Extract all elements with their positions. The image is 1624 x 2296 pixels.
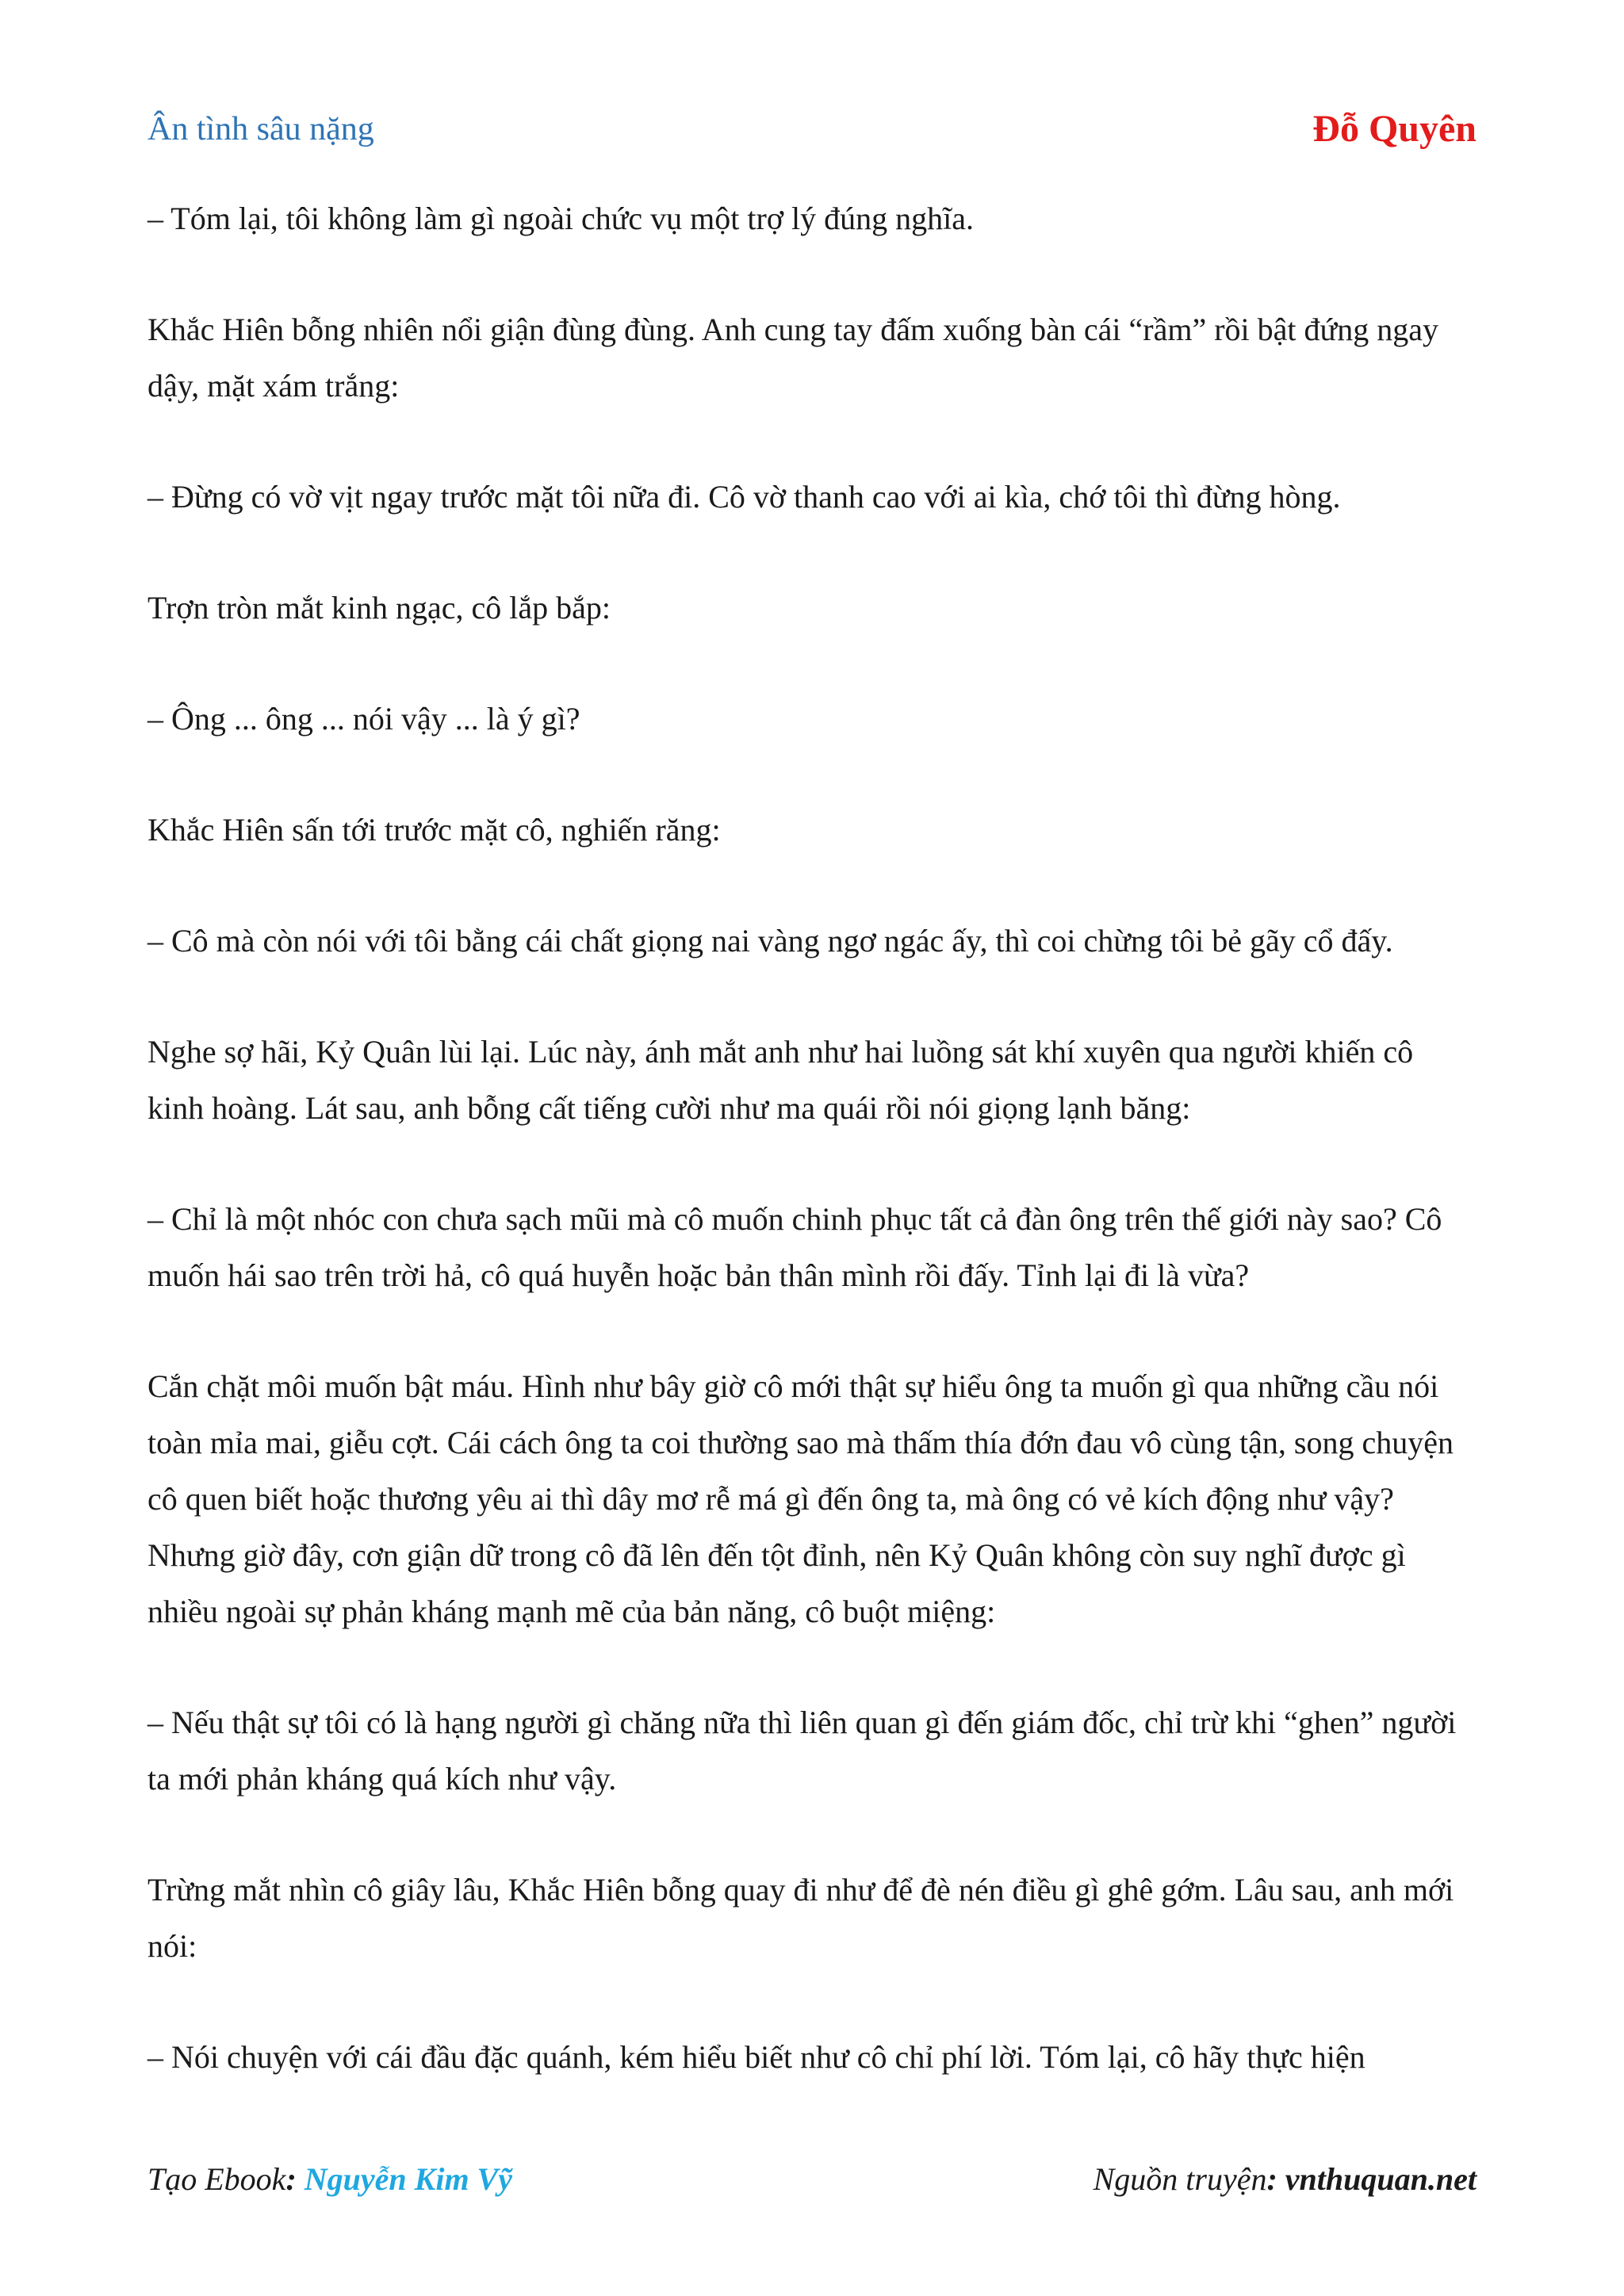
paragraph: Cắn chặt môi muốn bật máu. Hình như bây giờ cô mới thật sự hiểu ông ta muốn gì qua những cầu nói toàn mỉa mai, giễu cợt. Cái cách ông ta coi thường sao mà thấm thía đớn đau vô cùng tận, song chuyện cô quen biết hoặc thương yêu ai thì dây mơ rễ má gì đến ông ta, mà ông có vẻ kích động như vậy? Nhưng giờ đây, cơn giận dữ trong cô đã lên đến tột đỉnh, nên Kỷ Quân không còn suy nghĩ được gì nhiều ngoài sự phản kháng mạnh mẽ của bản năng, cô buột miệng: bbox=[147, 1368, 1454, 1629]
author-name: Đỗ Quyên bbox=[1312, 108, 1477, 150]
paragraph: – Cô mà còn nói với tôi bằng cái chất giọng nai vàng ngơ ngác ấy, thì coi chừng tôi bẻ gãy cổ đấy. bbox=[147, 923, 1393, 959]
ebook-colon: : bbox=[285, 2161, 297, 2197]
ebook-credit bbox=[147, 2152, 512, 2207]
paragraph: – Tóm lại, tôi không làm gì ngoài chức vụ một trợ lý đúng nghĩa. bbox=[147, 201, 974, 236]
source-site: vnthuquan.net bbox=[1285, 2161, 1477, 2197]
paragraph: Trừng mắt nhìn cô giây lâu, Khắc Hiên bỗng quay đi như để đè nén điều gì ghê gớm. Lâu sau, anh mới nói: bbox=[147, 1872, 1454, 1964]
paragraph: Trợn tròn mắt kinh ngạc, cô lắp bắp: bbox=[147, 590, 611, 626]
source-credit bbox=[1094, 2152, 1477, 2207]
page-header bbox=[147, 101, 1477, 157]
paragraph: – Ông ... ông ... nói vậy ... là ý gì? bbox=[147, 701, 580, 737]
ebook-creator: Nguyễn Kim Vỹ bbox=[304, 2161, 512, 2197]
paragraph: Khắc Hiên bỗng nhiên nổi giận đùng đùng. Anh cung tay đấm xuống bàn cái “rầm” rồi bật đứng ngay dậy, mặt xám trắng: bbox=[147, 312, 1438, 404]
ebook-label: Tạo Ebook bbox=[147, 2161, 286, 2197]
paragraph: Nghe sợ hãi, Kỷ Quân lùi lại. Lúc này, ánh mắt anh như hai luồng sát khí xuyên qua người khiến cô kinh hoàng. Lát sau, anh bỗng cất tiếng cười như ma quái rồi nói giọng lạnh băng: bbox=[147, 1034, 1414, 1126]
story-body bbox=[147, 190, 1477, 2140]
paragraph: – Nói chuyện với cái đầu đặc quánh, kém hiểu biết như cô chỉ phí lời. Tóm lại, cô hãy thực hiện bbox=[147, 2039, 1365, 2075]
source-label: Nguồn truyện bbox=[1093, 2161, 1267, 2197]
paragraph: – Nếu thật sự tôi có là hạng người gì chăng nữa thì liên quan gì đến giám đốc, chỉ trừ khi “ghen” người ta mới phản kháng quá kích như vậy. bbox=[147, 1705, 1457, 1797]
source-colon: : bbox=[1266, 2161, 1277, 2197]
paragraph: – Chỉ là một nhóc con chưa sạch mũi mà cô muốn chinh phục tất cả đàn ông trên thế giới này sao? Cô muốn hái sao trên trời hả, cô quá huyễn hoặc bản thân mình rồi đấy. Tỉnh lại đi là vừa? bbox=[147, 1201, 1442, 1293]
paragraph: Khắc Hiên sấn tới trước mặt cô, nghiến răng: bbox=[147, 812, 721, 848]
book-title: Ân tình sâu nặng bbox=[147, 111, 374, 147]
page-footer bbox=[147, 2152, 1477, 2207]
paragraph: – Đừng có vờ vịt ngay trước mặt tôi nữa đi. Cô vờ thanh cao với ai kìa, chớ tôi thì đừng hòng. bbox=[147, 479, 1341, 515]
